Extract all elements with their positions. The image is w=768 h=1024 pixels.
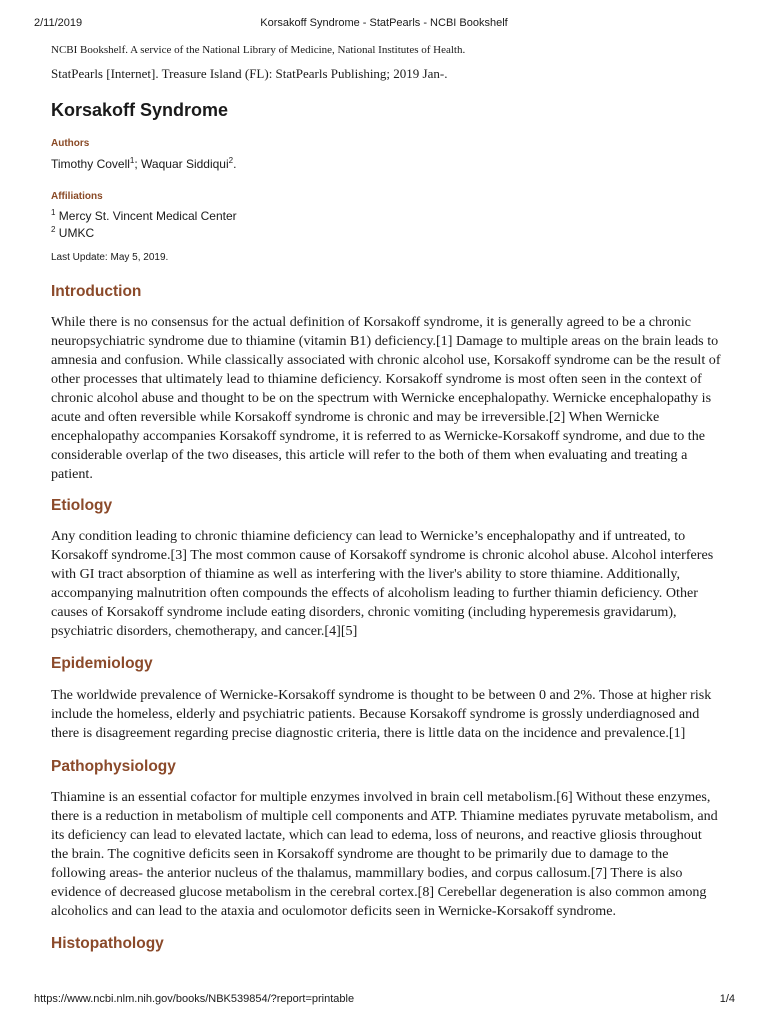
authors-line (51, 157, 236, 171)
print-footer-url: https://www.ncbi.nlm.nih.gov/books/NBK539854/?report=printable (34, 993, 355, 1005)
last-update: Last Update: May 5, 2019. (51, 252, 169, 263)
author-affiliation-sup: 1 (129, 156, 135, 165)
section-body-pathophysiology: Thiamine is an essential cofactor for multiple enzymes involved in brain cell metabolism.[6] Without these enzymes, there is a reduction in metabolism of multiple cell components and ATP. Thiamine mediates pyruvate metabolism, and its deficiency can lead to elevated lactate, which can lead to edema, loss of neurons, and reactive gliosis throughout the brain. The cognitive deficits seen in Korsakoff syndrome are thought to be primarily due to damage to the following areas- the anterior nucleus of the thalamus, mammillary bodies, and corpus callosum.[7] There is also evidence of decreased glucose metabolism in the cerebral cortex.[8] Cerebellar degeneration is also common among alcoholics and can lead to the ataxia and oculomotor deficits seen in Wernicke-Korsakoff syndrome. (51, 789, 718, 919)
author-affiliation-sup: 2 (228, 156, 234, 165)
affiliation-item (51, 226, 94, 240)
section-body-epidemiology: The worldwide prevalence of Wernicke-Korsakoff syndrome is thought to be between 0 and 2%. Those at higher risk include the homeless, elderly and psychiatric patients. Because Korsakoff syndrome is grossly underdiagnosed and there is disagreement regarding precise diagnostic criteria, there is little data on the incidence and prevalence.[1] (51, 687, 712, 741)
section-body-etiology: Any condition leading to chronic thiamine deficiency can lead to Wernicke’s encephalopathy and if untreated, to Korsakoff syndrome.[3] The most common cause of Korsakoff syndrome is chronic alcohol abuse. Alcohol interferes with GI tract absorption of thiamine as well as interfering with the liver's ability to store thiamine. Additionally, accompanying malnutrition often compounds the effects of alcoholism leading to further thiamin deficiency. Other causes of Korsakoff syndrome include eating disorders, chronic vomiting (including hyperemesis gravidarum), psychiatric disorders, chemotherapy, and cancer.[4][5] (51, 528, 714, 639)
citation-line: StatPearls [Internet]. Treasure Island (FL): StatPearls Publishing; 2019 Jan-. (51, 66, 448, 81)
affiliation-number: 1 (51, 208, 56, 217)
author-line-end: . (233, 157, 237, 171)
affiliation-number: 2 (51, 225, 56, 234)
section-heading-pathophysiology: Pathophysiology (51, 758, 176, 775)
author-name[interactable]: Waquar Siddiqui (141, 157, 229, 171)
bookshelf-line: NCBI Bookshelf. A service of the National Library of Medicine, National Institutes of Health. (51, 44, 466, 56)
affiliation-text: Mercy St. Vincent Medical Center (58, 209, 237, 223)
author-name[interactable]: Timothy Covell (51, 157, 130, 171)
section-body-introduction: While there is no consensus for the actual definition of Korsakoff syndrome, it is generally agreed to be a chronic neuropsychiatric syndrome due to thiamine (vitamin B1) deficiency.[1] Damage to multiple areas on the brain leads to amnesia and confusion. While classically associated with chronic alcohol use, Korsakoff syndrome can be the result of other processes that ultimately lead to thiamine deficiency. Korsakoff syndrome is most often seen in the context of chronic alcohol abuse and thought to be on the spectrum with Wernicke encephalopathy. Wernicke encephalopathy is acute and often reversible while Korsakoff syndrome is chronic and may be irreversible.[2] When Wernicke encephalopathy accompanies Korsakoff syndrome, it is referred to as Wernicke-Korsakoff syndrome, and due to the considerable overlap of the two diseases, this article will refer to the both of them when evaluating and treating a patient. (51, 314, 721, 482)
print-footer-page-number: 1/4 (719, 993, 735, 1005)
affiliation-item (51, 209, 237, 223)
print-date: 2/11/2019 (34, 17, 83, 29)
print-page-title: Korsakoff Syndrome - StatPearls - NCBI Bookshelf (260, 17, 508, 29)
section-heading-introduction: Introduction (51, 283, 142, 300)
section-heading-epidemiology: Epidemiology (51, 655, 153, 672)
authors-heading: Authors (51, 138, 90, 149)
author-separator: ; (134, 157, 142, 171)
section-heading-etiology: Etiology (51, 497, 113, 514)
section-heading-histopathology: Histopathology (51, 935, 164, 952)
affiliation-text: UMKC (58, 226, 95, 240)
page-title: Korsakoff Syndrome (51, 100, 229, 120)
affiliations-heading: Affiliations (51, 191, 103, 202)
